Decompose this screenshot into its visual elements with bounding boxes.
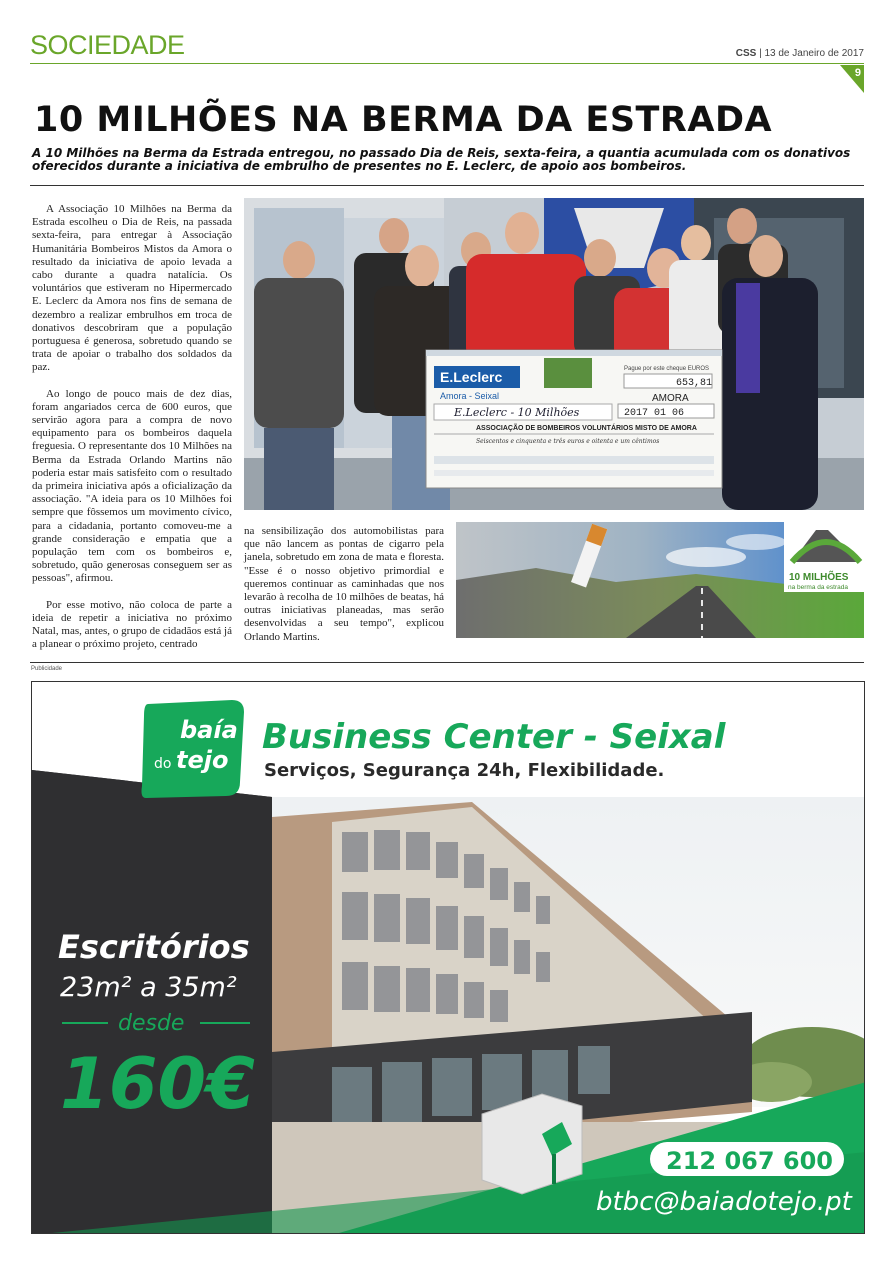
campaign-banner: [456, 522, 864, 638]
advert-phone: 212 067 600: [666, 1147, 834, 1175]
cheque-words: Seiscentos e cinquenta e três euros e oitenta e um cêntimos: [476, 438, 660, 445]
article-paragraph: A Associação 10 Milhões na Berma da Estrada escolheu o Dia de Reis, na passada sexta-feira, para entregar à Associação Humanitária Bombeiros Mistos da Amora o resultado da iniciativa de apoio levada a cabo durante a quadra natalícia. Os voluntários que estiveram no Hipermercado E. Leclerc da Amora nos fins de semana de dezembro a realizar embrulhos em troca de donativos descobriram que a população portuguesa é generosa, sobretudo quando se trata de apoiar o trabalho dos soldados da paz.: [32, 203, 232, 374]
page-number: 9: [854, 67, 861, 79]
page-number-badge: [840, 65, 864, 93]
advert-label: Publicidade: [31, 666, 63, 672]
group-photo-illustration: [244, 198, 864, 510]
lead-rule: [30, 185, 864, 186]
cheque-place: AMORA: [652, 393, 689, 404]
advert-artwork: [32, 682, 865, 1234]
logo-line-1: 10 MILHÕES: [789, 572, 849, 583]
advert-logo-3: tejo: [176, 746, 229, 774]
advert-subtitle: Serviços, Segurança 24h, Flexibilidade.: [264, 760, 665, 781]
cheque-amount-label: Pague por este cheque EUROS: [624, 366, 710, 372]
offer-from: desde: [118, 1011, 185, 1036]
group-photo: [244, 198, 864, 510]
offer-size: 23m² a 35m²: [60, 972, 237, 1003]
advert-email: btbc@baiadotejo.pt: [596, 1187, 852, 1217]
issue-date: | 13 de Janeiro de 2017: [759, 48, 864, 59]
article-column-1: [32, 203, 232, 665]
article-paragraph: Por esse motivo, não coloca de parte a ideia de repetir a iniciativa no próximo Natal, mas, antes, o grupo de cidadãos está já a planear o próximo projeto, centrado: [32, 598, 232, 651]
cheque-handwritten: E.Leclerc - 10 Milhões: [454, 406, 580, 419]
section-title: SOCIEDADE: [30, 30, 185, 60]
advert-title: Business Center - Seixal: [262, 717, 726, 757]
publication-name: CSS: [735, 48, 757, 59]
advert-logo-2: do: [154, 756, 172, 772]
advert-logo-1: baía: [180, 716, 238, 744]
offer-title: Escritórios: [58, 928, 250, 966]
article-paragraph: Ao longo de pouco mais de dez dias, foram angariados cerca de 600 euros, que servirão agora para a compra de novo equipamento para os bombeiros daquela freguesia. O representante dos 10 Milhões na Berma da Estrada Orlando Martins não poderia estar mais satisfeito com o resultado da primeira iniciativa após a oficialização da associação. "A ideia para os 10 Milhões foi sempre que fôssemos um movimento cívico, para a cidadania, portanto comoveu-me a grande consideração e empatia que a população tem com os bombeiros e, sobretudo, quão generosas conseguem ser as pessoas", afirmou.: [32, 387, 232, 585]
article-column-2: [244, 525, 444, 657]
cheque-brand: E.Leclerc: [440, 369, 503, 385]
cheque-date: 2017 01 06: [624, 408, 685, 419]
logo-line-2: na berma da estrada: [788, 584, 848, 591]
article-headline: 10 MILHÕES NA BERMA DA ESTRADA: [34, 100, 773, 140]
article-paragraph: na sensibilização dos automobilistas para que não lancem as pontas de cigarro pela janela, sobretudo em zona de mata e floresta. "Esse é o nosso objetivo primordial e queremos continuar as caminhadas que nos levarão à recolha de 10 milhões de beatas, há outras iniciativas planeadas, mas serão desenvolvidas a seu tempo", explicou Orlando Martins.: [244, 525, 444, 643]
header-rule: [30, 63, 864, 64]
advertisement: [31, 681, 865, 1234]
cheque: [426, 350, 722, 488]
offer-price: 160€: [60, 1043, 255, 1125]
ad-rule: [30, 662, 864, 663]
article-lead: A 10 Milhões na Berma da Estrada entregou, no passado Dia de Reis, sexta-feira, a quantia acumulada com os donativos oferecidos durante a iniciativa de embrulho de presentes no E. Leclerc, de apoio aos bombeiros.: [32, 146, 851, 173]
campaign-illustration: [456, 522, 864, 638]
cheque-brand-sub: Amora - Seixal: [440, 391, 500, 401]
cheque-payee: ASSOCIAÇÃO DE BOMBEIROS VOLUNTÁRIOS MISTO DE AMORA: [476, 425, 697, 432]
issue-meta: [736, 48, 864, 59]
cheque-amount: 653,81: [676, 378, 713, 389]
